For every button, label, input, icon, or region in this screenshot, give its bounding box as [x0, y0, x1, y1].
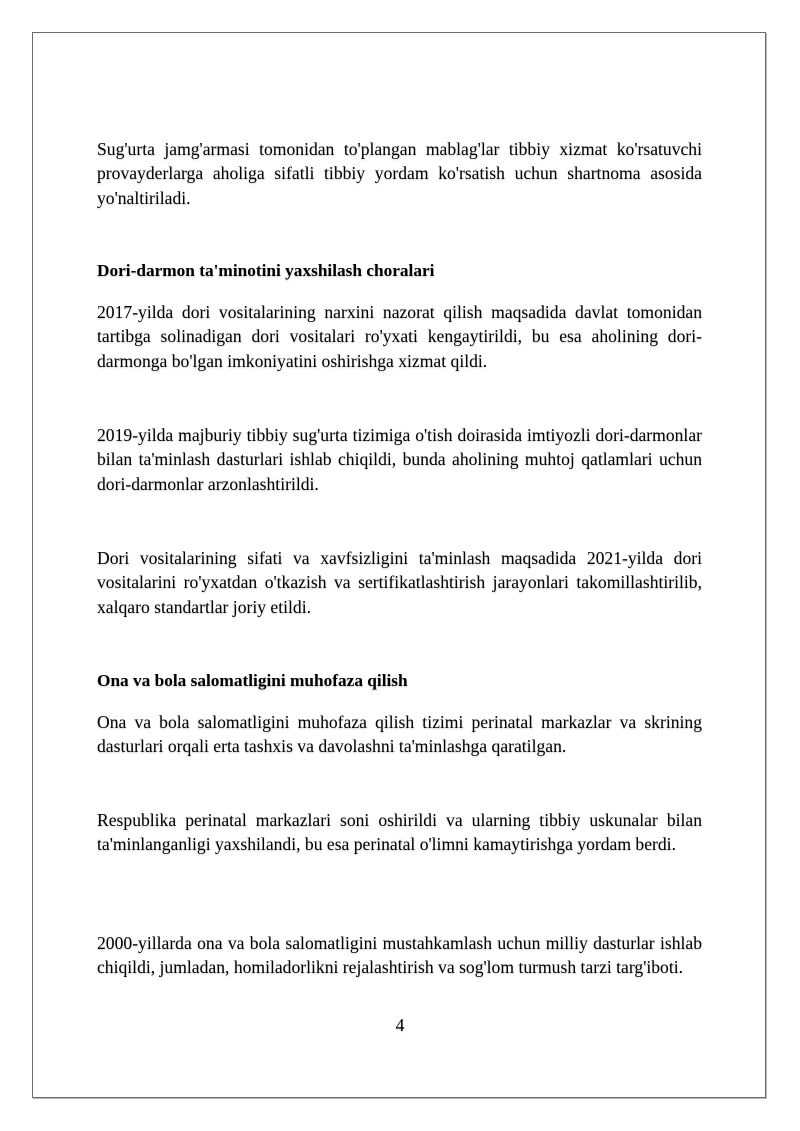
paragraph-2017-price-control: 2017-yilda dori vositalarining narxini nazorat qilish maqsadida davlat tomonidan tartibga solinadigan dori vositalari ro'yxati kengaytirildi, bu esa aholining dori-darmonga bo'lgan imkoniyatini oshirishga xizmat qildi. — [97, 302, 702, 371]
section-heading-mother-child-health: Ona va bola salomatligini muhofaza qilish — [97, 671, 408, 690]
paragraph-perinatal-screening: Ona va bola salomatligini muhofaza qilish tizimi perinatal markazlar va skrining dasturlari orqali erta tashxis va davolashni ta'minlashga qaratilgan. — [97, 712, 702, 757]
paragraph-2000s-national-programs: 2000-yillarda ona va bola salomatligini mustahkamlash uchun milliy dasturlar ishlab chiqildi, jumladan, homiladorlikni rejalashtirish va sog'lom turmush tarzi targ'iboti. — [97, 933, 702, 978]
paragraph-perinatal-centers: Respublika perinatal markazlari soni oshirildi va ularning tibbiy uskunalar bilan ta'minlanganligi yaxshilandi, bu esa perinatal o'limni kamaytirishga yordam berdi. — [97, 810, 702, 855]
paragraph-2019-insurance-transition: 2019-yilda majburiy tibbiy sug'urta tizimiga o'tish doirasida imtiyozli dori-darmonlar bilan ta'minlash dasturlari ishlab chiqildi, bunda aholining muhtoj qatlamlari uchun dori-darmonlar arzonlashtirildi. — [97, 425, 702, 494]
paragraph-insurance-funds: Sug'urta jamg'armasi tomonidan to'plangan mablag'lar tibbiy xizmat ko'rsatuvchi provayderlarga aholiga sifatli tibbiy yordam ko'rsatish uchun shartnoma asosida yo'naltiriladi. — [97, 139, 702, 208]
section-heading-medicine-supply: Dori-darmon ta'minotini yaxshilash choralari — [97, 261, 435, 280]
paragraph-2021-drug-quality: Dori vositalarining sifati va xavfsizligini ta'minlash maqsadida 2021-yilda dori vositalarini ro'yxatdan o'tkazish va sertifikatlashtirish jarayonlari takomillashtirilib, xalqaro standartlar joriy etildi. — [97, 548, 702, 617]
page-number: 4 — [395, 1015, 405, 1035]
